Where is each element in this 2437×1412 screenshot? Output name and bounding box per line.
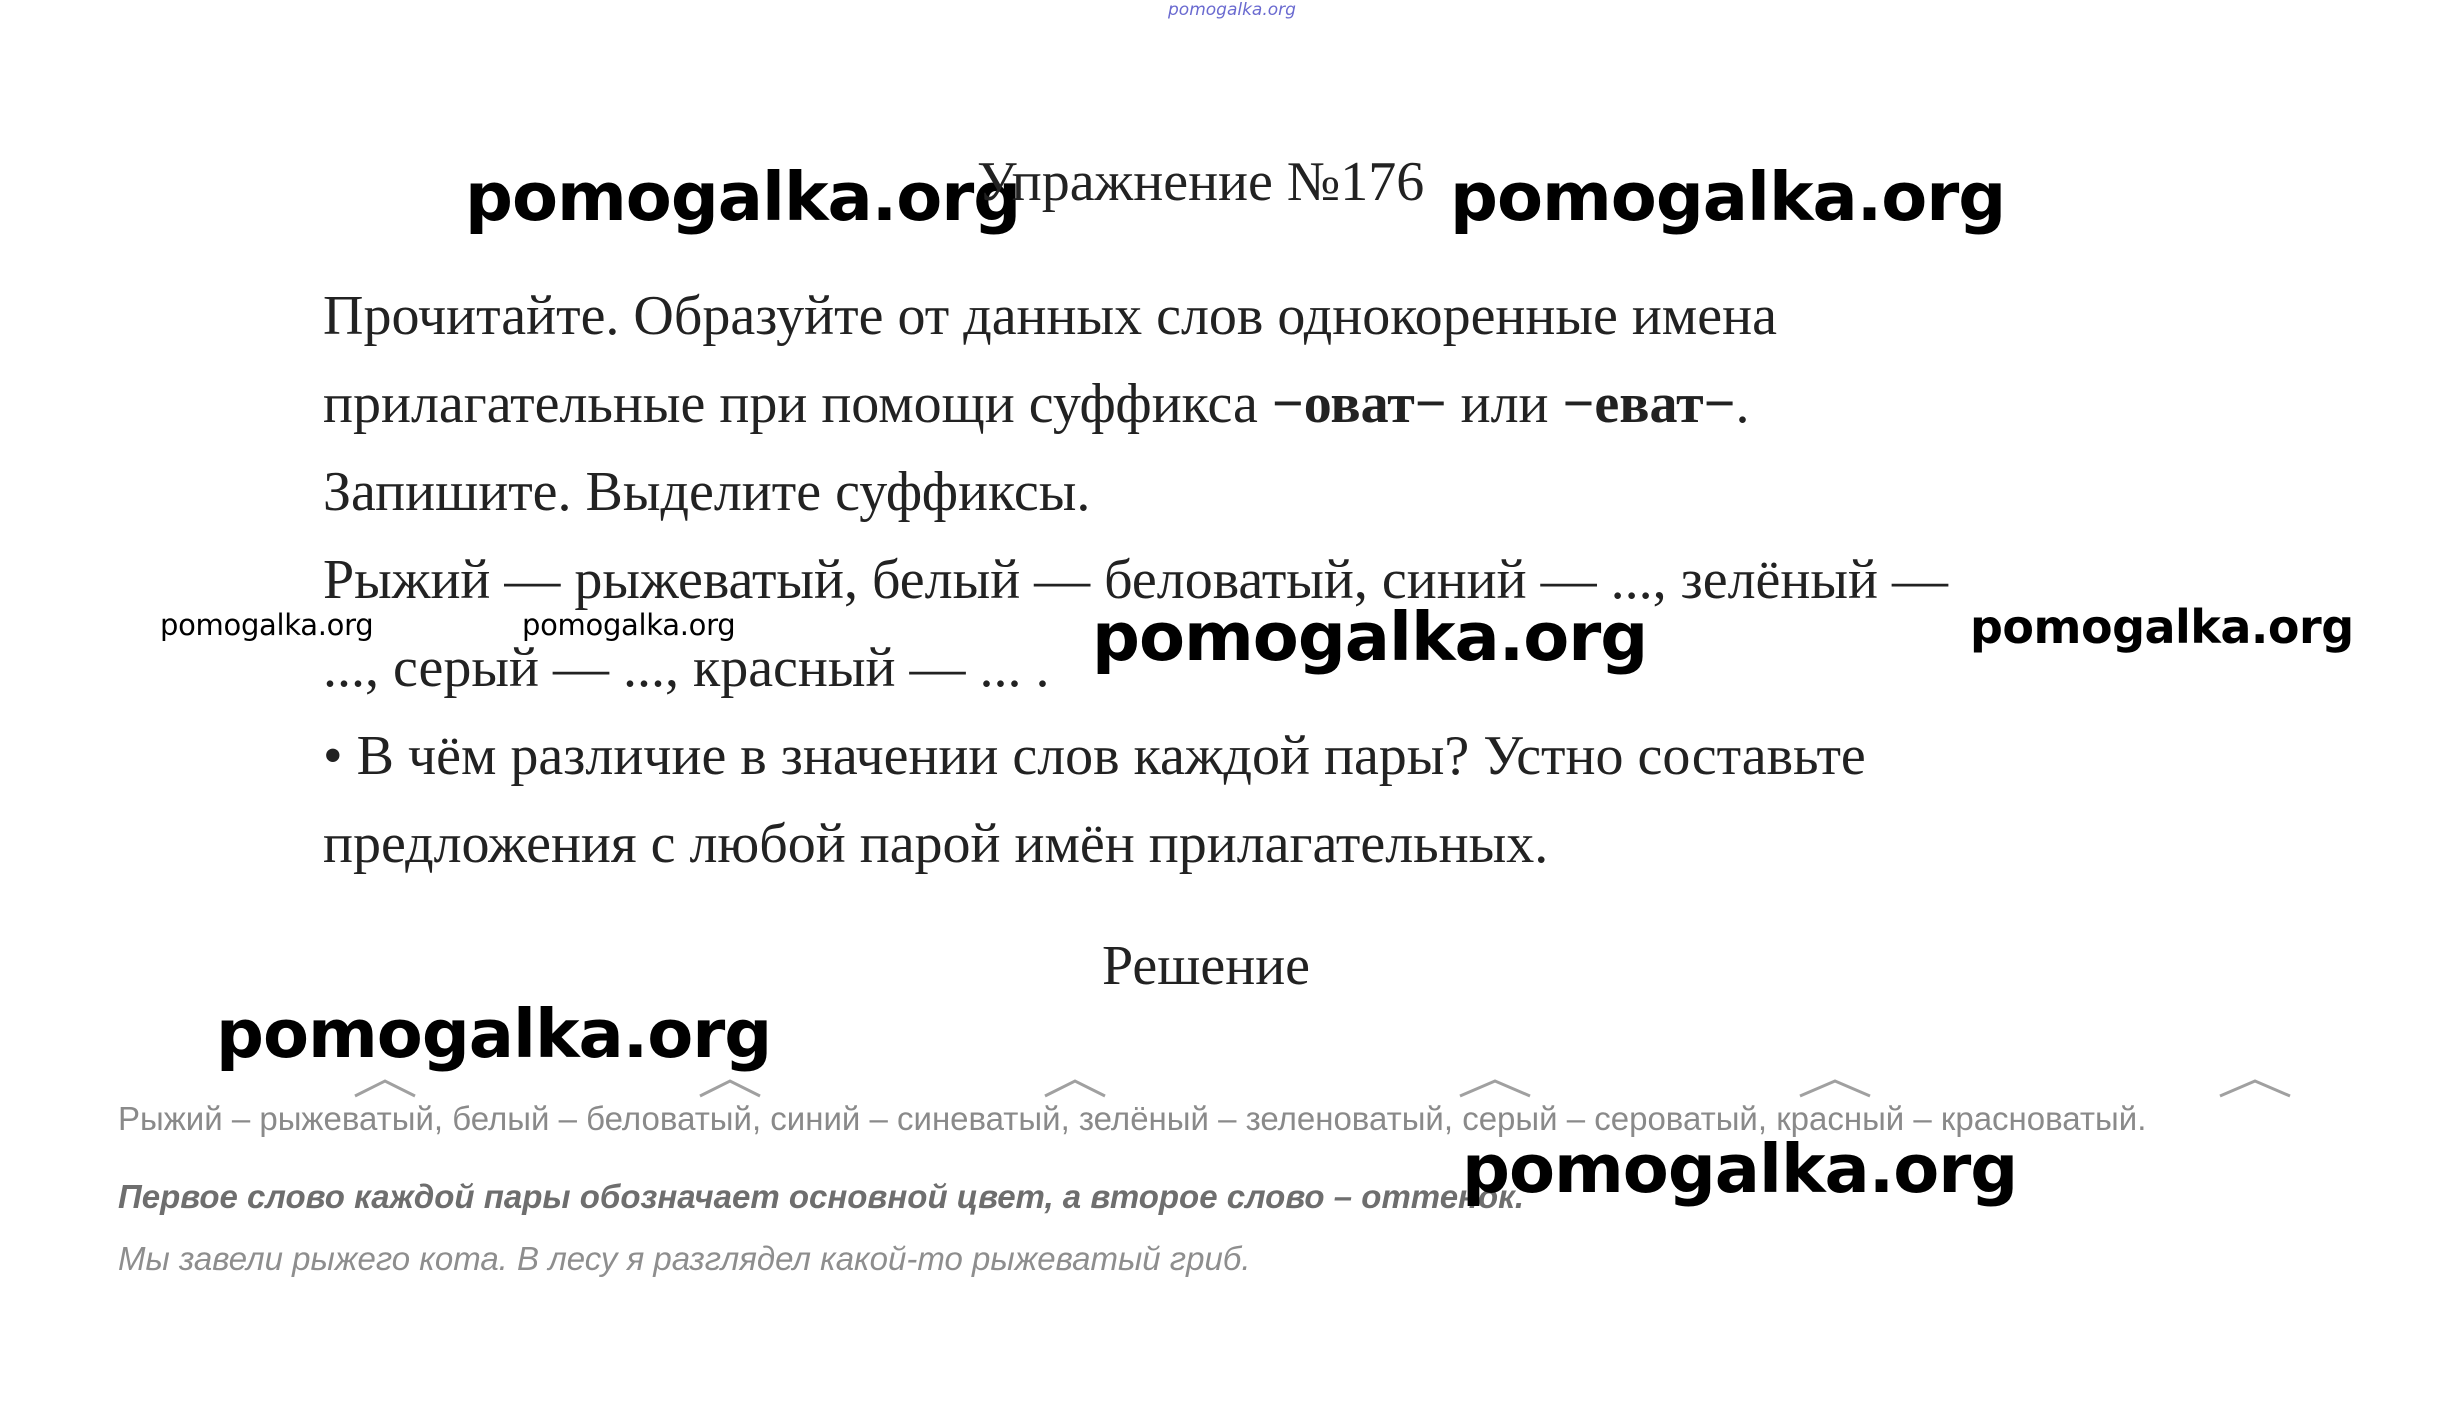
- watermark-solution-left: pomogalka.org: [216, 995, 772, 1073]
- suffix-arc-icon: [355, 1081, 415, 1096]
- suffix-ovat: −оват−: [1271, 373, 1447, 435]
- task-line-2-end: .: [1735, 373, 1750, 435]
- task-line-7: предложения с любой парой имён прилагательных.: [323, 813, 1549, 875]
- watermark-mid-left-1: pomogalka.org: [160, 608, 374, 642]
- answer-example: Мы завели рыжего кота. В лесу я разглядел какой-то рыжеватый гриб.: [118, 1240, 1251, 1277]
- task-line-4: Рыжий — рыжеватый, белый — беловатый, синий — ..., зелёный —: [323, 549, 1948, 611]
- task-line-2-start: прилагательные при помощи суффикса: [323, 373, 1272, 435]
- watermark-bottom-right: pomogalka.org: [1462, 1130, 2018, 1208]
- task-line-2-middle: или: [1446, 373, 1563, 435]
- solution-heading: Решение: [1102, 935, 1311, 997]
- task-line-1: Прочитайте. Образуйте от данных слов однокоренные имена: [323, 285, 1777, 347]
- task-line-6: • В чём различие в значении слов каждой пары? Устно составьте: [323, 725, 1866, 787]
- suffix-arc-icon: [1460, 1081, 1530, 1096]
- suffix-arc-icon: [1800, 1081, 1870, 1096]
- suffix-evat: −еват−: [1562, 373, 1736, 435]
- watermark-mid-left-2: pomogalka.org: [522, 608, 736, 642]
- suffix-arc-icon: [2220, 1081, 2290, 1096]
- task-line-3: Запишите. Выделите суффиксы.: [323, 461, 1091, 523]
- answer-line: Рыжий – рыжеватый, белый – беловатый, синий – синеватый, зелёный – зеленоватый, серый – сероватый, красный – красноватый.: [118, 1100, 2147, 1137]
- task-line-5: ..., серый — ..., красный — ... .: [323, 637, 1050, 699]
- watermark-mid-right: pomogalka.org: [1970, 600, 2354, 654]
- watermark-top: pomogalka.org: [1168, 0, 1296, 20]
- watermark-title-left: pomogalka.org: [465, 158, 1021, 236]
- watermark-title-right: pomogalka.org: [1450, 158, 2006, 236]
- suffix-arc-icon: [700, 1081, 760, 1096]
- exercise-title: Упражнение №176: [977, 151, 1425, 213]
- watermark-mid-center: pomogalka.org: [1092, 598, 1648, 676]
- answer-explanation: Первое слово каждой пары обозначает основной цвет, а второе слово – оттенок.: [118, 1178, 1525, 1215]
- suffix-arc-icon: [1045, 1081, 1105, 1096]
